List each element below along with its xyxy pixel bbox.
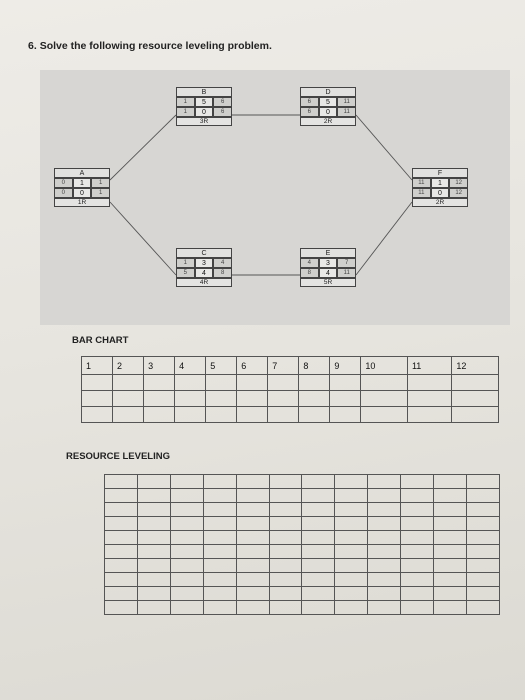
bar-chart-row (82, 407, 499, 423)
resource-leveling-cell[interactable] (170, 559, 203, 573)
resource-leveling-cell[interactable] (137, 503, 170, 517)
resource-leveling-cell[interactable] (170, 517, 203, 531)
late-times-row (300, 107, 356, 117)
duration: 5 (195, 97, 214, 107)
early-start: 1 (176, 97, 195, 107)
late-finish: 12 (449, 188, 468, 198)
resource-leveling-cell[interactable] (466, 559, 499, 573)
resource-leveling-cell[interactable] (335, 475, 368, 489)
resource-label: 4R (176, 278, 232, 287)
late-times-row (176, 268, 232, 278)
bar-chart-cell[interactable] (361, 391, 408, 407)
resource-leveling-cell[interactable] (105, 601, 138, 615)
resource-leveling-cell[interactable] (269, 545, 302, 559)
activity-name: A (54, 168, 110, 178)
period-header: 11 (407, 357, 451, 375)
resource-leveling-cell[interactable] (269, 601, 302, 615)
bar-chart-title: BAR CHART (72, 335, 129, 346)
resource-leveling-cell[interactable] (170, 475, 203, 489)
duration: 1 (431, 178, 450, 188)
resource-leveling-cell[interactable] (401, 517, 434, 531)
early-start: 6 (300, 97, 319, 107)
resource-leveling-cell[interactable] (269, 573, 302, 587)
early-times-row (54, 178, 110, 188)
resource-leveling-cell[interactable] (170, 531, 203, 545)
bar-chart-cell[interactable] (113, 375, 144, 391)
bar-chart-cell[interactable] (299, 391, 330, 407)
resource-leveling-cell[interactable] (466, 503, 499, 517)
resource-leveling-cell[interactable] (137, 531, 170, 545)
bar-chart-cell[interactable] (407, 391, 451, 407)
resource-leveling-cell[interactable] (269, 489, 302, 503)
resource-leveling-cell[interactable] (434, 489, 467, 503)
duration: 3 (195, 258, 214, 268)
resource-leveling-cell[interactable] (203, 531, 236, 545)
resource-leveling-title: RESOURCE LEVELING (66, 451, 170, 462)
resource-leveling-cell[interactable] (434, 531, 467, 545)
late-finish: 11 (337, 268, 356, 278)
resource-leveling-cell[interactable] (269, 475, 302, 489)
early-times-row (176, 258, 232, 268)
early-times-row (412, 178, 468, 188)
resource-leveling-cell[interactable] (105, 559, 138, 573)
slack: 0 (195, 107, 214, 117)
late-start: 6 (300, 107, 319, 117)
slack: 4 (195, 268, 214, 278)
activity-name: C (176, 248, 232, 258)
resource-leveling-cell[interactable] (368, 489, 401, 503)
resource-leveling-cell[interactable] (368, 503, 401, 517)
bar-chart-cell[interactable] (330, 375, 361, 391)
resource-leveling-cell[interactable] (203, 587, 236, 601)
resource-leveling-cell[interactable] (105, 517, 138, 531)
bar-chart-cell[interactable] (237, 375, 268, 391)
resource-leveling-cell[interactable] (170, 503, 203, 517)
bar-chart-cell[interactable] (268, 375, 299, 391)
activity-node-f (412, 168, 468, 206)
bar-chart-cell[interactable] (175, 391, 206, 407)
late-start: 5 (176, 268, 195, 278)
resource-leveling-cell[interactable] (466, 475, 499, 489)
resource-leveling-cell[interactable] (269, 503, 302, 517)
question-text: Solve the following resource leveling problem. (39, 40, 272, 52)
activity-node-d (300, 87, 356, 125)
resource-leveling-cell[interactable] (401, 475, 434, 489)
resource-leveling-cell[interactable] (269, 587, 302, 601)
resource-leveling-cell[interactable] (335, 573, 368, 587)
edge-e-f (356, 202, 412, 275)
period-header: 4 (175, 357, 206, 375)
resource-leveling-row (105, 601, 500, 615)
resource-leveling-cell[interactable] (170, 601, 203, 615)
bar-chart-cell[interactable] (361, 407, 408, 423)
resource-leveling-cell[interactable] (302, 489, 335, 503)
resource-leveling-cell[interactable] (434, 545, 467, 559)
resource-leveling-cell[interactable] (368, 545, 401, 559)
resource-leveling-cell[interactable] (236, 573, 269, 587)
late-finish: 1 (91, 188, 110, 198)
activity-name: F (412, 168, 468, 178)
bar-chart-cell[interactable] (82, 375, 113, 391)
period-header: 1 (82, 357, 113, 375)
early-start: 11 (412, 178, 431, 188)
activity-node-e (300, 248, 356, 286)
bar-chart-cell[interactable] (268, 407, 299, 423)
resource-leveling-row (105, 503, 500, 517)
resource-leveling-cell[interactable] (466, 545, 499, 559)
resource-leveling-cell[interactable] (203, 489, 236, 503)
late-finish: 11 (337, 107, 356, 117)
late-times-row (176, 107, 232, 117)
resource-leveling-cell[interactable] (368, 475, 401, 489)
resource-leveling-cell[interactable] (466, 489, 499, 503)
bar-chart-cell[interactable] (330, 391, 361, 407)
resource-leveling-row (105, 475, 500, 489)
resource-leveling-cell[interactable] (302, 573, 335, 587)
edge-a-b (110, 115, 176, 180)
resource-leveling-cell[interactable] (137, 573, 170, 587)
resource-leveling-cell[interactable] (203, 545, 236, 559)
resource-leveling-cell[interactable] (236, 545, 269, 559)
bar-chart-cell[interactable] (113, 407, 144, 423)
resource-leveling-cell[interactable] (203, 517, 236, 531)
bar-chart-cell[interactable] (330, 407, 361, 423)
bar-chart-cell[interactable] (175, 407, 206, 423)
period-header: 2 (113, 357, 144, 375)
bar-chart-cell[interactable] (407, 407, 451, 423)
slack: 0 (73, 188, 92, 198)
resource-leveling-cell[interactable] (401, 587, 434, 601)
resource-leveling-cell[interactable] (269, 559, 302, 573)
resource-leveling-cell[interactable] (368, 517, 401, 531)
resource-leveling-cell[interactable] (137, 601, 170, 615)
resource-leveling-cell[interactable] (302, 587, 335, 601)
late-start: 0 (54, 188, 73, 198)
resource-leveling-cell[interactable] (170, 545, 203, 559)
bar-chart-cell[interactable] (82, 391, 113, 407)
bar-chart-cell[interactable] (407, 375, 451, 391)
question-heading (28, 40, 272, 52)
resource-leveling-cell[interactable] (368, 601, 401, 615)
resource-leveling-cell[interactable] (401, 545, 434, 559)
late-times-row (300, 268, 356, 278)
resource-label: 2R (412, 198, 468, 207)
resource-leveling-cell[interactable] (236, 531, 269, 545)
resource-leveling-cell[interactable] (434, 517, 467, 531)
activity-node-c (176, 248, 232, 286)
bar-chart-cell[interactable] (113, 391, 144, 407)
resource-leveling-cell[interactable] (466, 601, 499, 615)
bar-chart-cell[interactable] (237, 407, 268, 423)
resource-leveling-cell[interactable] (434, 503, 467, 517)
question-number: 6. (28, 40, 37, 52)
resource-leveling-cell[interactable] (335, 531, 368, 545)
resource-leveling-cell[interactable] (302, 601, 335, 615)
bar-chart-cell[interactable] (206, 391, 237, 407)
resource-leveling-cell[interactable] (466, 587, 499, 601)
late-start: 11 (412, 188, 431, 198)
activity-name: D (300, 87, 356, 97)
slack: 0 (431, 188, 450, 198)
activity-node-b (176, 87, 232, 125)
bar-chart-cell[interactable] (82, 407, 113, 423)
bar-chart-cell[interactable] (175, 375, 206, 391)
resource-leveling-cell[interactable] (368, 559, 401, 573)
resource-leveling-cell[interactable] (368, 587, 401, 601)
bar-chart-cell[interactable] (237, 391, 268, 407)
bar-chart-cell[interactable] (452, 375, 499, 391)
resource-leveling-cell[interactable] (335, 587, 368, 601)
resource-leveling-cell[interactable] (170, 489, 203, 503)
bar-chart-cell[interactable] (452, 391, 499, 407)
period-header: 9 (330, 357, 361, 375)
resource-leveling-cell[interactable] (236, 503, 269, 517)
bar-chart-cell[interactable] (452, 407, 499, 423)
resource-leveling-cell[interactable] (302, 559, 335, 573)
slack: 4 (319, 268, 338, 278)
resource-leveling-cell[interactable] (302, 517, 335, 531)
early-finish: 7 (337, 258, 356, 268)
resource-leveling-cell[interactable] (302, 545, 335, 559)
late-start: 8 (300, 268, 319, 278)
period-header: 5 (206, 357, 237, 375)
resource-leveling-cell[interactable] (401, 559, 434, 573)
bar-chart-cell[interactable] (299, 407, 330, 423)
bar-chart-cell[interactable] (268, 391, 299, 407)
resource-leveling-cell[interactable] (137, 545, 170, 559)
resource-leveling-cell[interactable] (401, 503, 434, 517)
period-header: 3 (144, 357, 175, 375)
bar-chart-cell[interactable] (144, 375, 175, 391)
early-times-row (176, 97, 232, 107)
resource-leveling-row (105, 587, 500, 601)
resource-leveling-cell[interactable] (203, 601, 236, 615)
bar-chart-cell[interactable] (206, 375, 237, 391)
resource-leveling-cell[interactable] (335, 503, 368, 517)
resource-leveling-cell[interactable] (105, 489, 138, 503)
resource-leveling-cell[interactable] (368, 531, 401, 545)
resource-leveling-cell[interactable] (434, 559, 467, 573)
resource-leveling-cell[interactable] (335, 559, 368, 573)
resource-leveling-row (105, 545, 500, 559)
resource-leveling-cell[interactable] (302, 475, 335, 489)
resource-leveling-row (105, 559, 500, 573)
duration: 1 (73, 178, 92, 188)
early-finish: 12 (449, 178, 468, 188)
activity-name: E (300, 248, 356, 258)
bar-chart-cell[interactable] (299, 375, 330, 391)
duration: 5 (319, 97, 338, 107)
resource-leveling-cell[interactable] (236, 587, 269, 601)
resource-leveling-row (105, 531, 500, 545)
resource-leveling-cell[interactable] (335, 601, 368, 615)
activity-node-a (54, 168, 110, 206)
late-finish: 8 (213, 268, 232, 278)
resource-leveling-cell[interactable] (269, 517, 302, 531)
resource-leveling-cell[interactable] (170, 587, 203, 601)
resource-leveling-cell[interactable] (137, 587, 170, 601)
resource-leveling-row (105, 573, 500, 587)
resource-leveling-grid (104, 474, 500, 615)
early-times-row (300, 258, 356, 268)
resource-leveling-cell[interactable] (434, 475, 467, 489)
resource-leveling-cell[interactable] (137, 517, 170, 531)
resource-leveling-cell[interactable] (236, 517, 269, 531)
resource-leveling-cell[interactable] (105, 503, 138, 517)
resource-leveling-cell[interactable] (434, 587, 467, 601)
resource-leveling-cell[interactable] (401, 601, 434, 615)
resource-leveling-cell[interactable] (105, 531, 138, 545)
resource-leveling-cell[interactable] (137, 489, 170, 503)
bar-chart-grid (81, 356, 499, 423)
resource-leveling-row (105, 489, 500, 503)
resource-leveling-cell[interactable] (302, 503, 335, 517)
activity-name: B (176, 87, 232, 97)
period-header: 7 (268, 357, 299, 375)
resource-leveling-cell[interactable] (335, 545, 368, 559)
resource-label: 3R (176, 117, 232, 126)
resource-leveling-cell[interactable] (203, 475, 236, 489)
resource-leveling-cell[interactable] (105, 573, 138, 587)
resource-leveling-row (105, 517, 500, 531)
resource-leveling-cell[interactable] (466, 573, 499, 587)
resource-leveling-cell[interactable] (466, 517, 499, 531)
slack: 0 (319, 107, 338, 117)
resource-leveling-cell[interactable] (335, 489, 368, 503)
early-finish: 11 (337, 97, 356, 107)
resource-leveling-cell[interactable] (302, 531, 335, 545)
resource-leveling-cell[interactable] (203, 559, 236, 573)
resource-leveling-cell[interactable] (236, 475, 269, 489)
bar-chart-cell[interactable] (144, 391, 175, 407)
resource-leveling-cell[interactable] (137, 475, 170, 489)
resource-leveling-cell[interactable] (236, 559, 269, 573)
early-start: 0 (54, 178, 73, 188)
edge-a-c (110, 202, 176, 275)
resource-leveling-cell[interactable] (434, 573, 467, 587)
resource-label: 5R (300, 278, 356, 287)
period-header: 10 (361, 357, 408, 375)
period-header: 8 (299, 357, 330, 375)
period-header: 12 (452, 357, 499, 375)
resource-leveling-cell[interactable] (203, 503, 236, 517)
edge-d-f (356, 115, 412, 180)
resource-leveling-cell[interactable] (434, 601, 467, 615)
early-start: 4 (300, 258, 319, 268)
resource-leveling-cell[interactable] (236, 601, 269, 615)
bar-chart-cell[interactable] (144, 407, 175, 423)
bar-chart-cell[interactable] (361, 375, 408, 391)
early-finish: 1 (91, 178, 110, 188)
bar-chart-cell[interactable] (206, 407, 237, 423)
resource-leveling-cell[interactable] (466, 531, 499, 545)
resource-leveling-cell[interactable] (170, 573, 203, 587)
resource-leveling-cell[interactable] (401, 573, 434, 587)
resource-leveling-cell[interactable] (401, 489, 434, 503)
resource-label: 1R (54, 198, 110, 207)
late-finish: 6 (213, 107, 232, 117)
resource-leveling-cell[interactable] (269, 531, 302, 545)
early-times-row (300, 97, 356, 107)
early-finish: 6 (213, 97, 232, 107)
early-start: 1 (176, 258, 195, 268)
resource-leveling-cell[interactable] (335, 517, 368, 531)
resource-leveling-cell[interactable] (105, 475, 138, 489)
early-finish: 4 (213, 258, 232, 268)
resource-leveling-cell[interactable] (401, 531, 434, 545)
duration: 3 (319, 258, 338, 268)
bar-chart-row (82, 391, 499, 407)
resource-leveling-cell[interactable] (105, 545, 138, 559)
late-times-row (412, 188, 468, 198)
resource-label: 2R (300, 117, 356, 126)
resource-leveling-cell[interactable] (236, 489, 269, 503)
bar-chart-row (82, 375, 499, 391)
period-header: 6 (237, 357, 268, 375)
resource-leveling-cell[interactable] (137, 559, 170, 573)
resource-leveling-cell[interactable] (105, 587, 138, 601)
late-start: 1 (176, 107, 195, 117)
late-times-row (54, 188, 110, 198)
resource-leveling-cell[interactable] (368, 573, 401, 587)
resource-leveling-cell[interactable] (203, 573, 236, 587)
